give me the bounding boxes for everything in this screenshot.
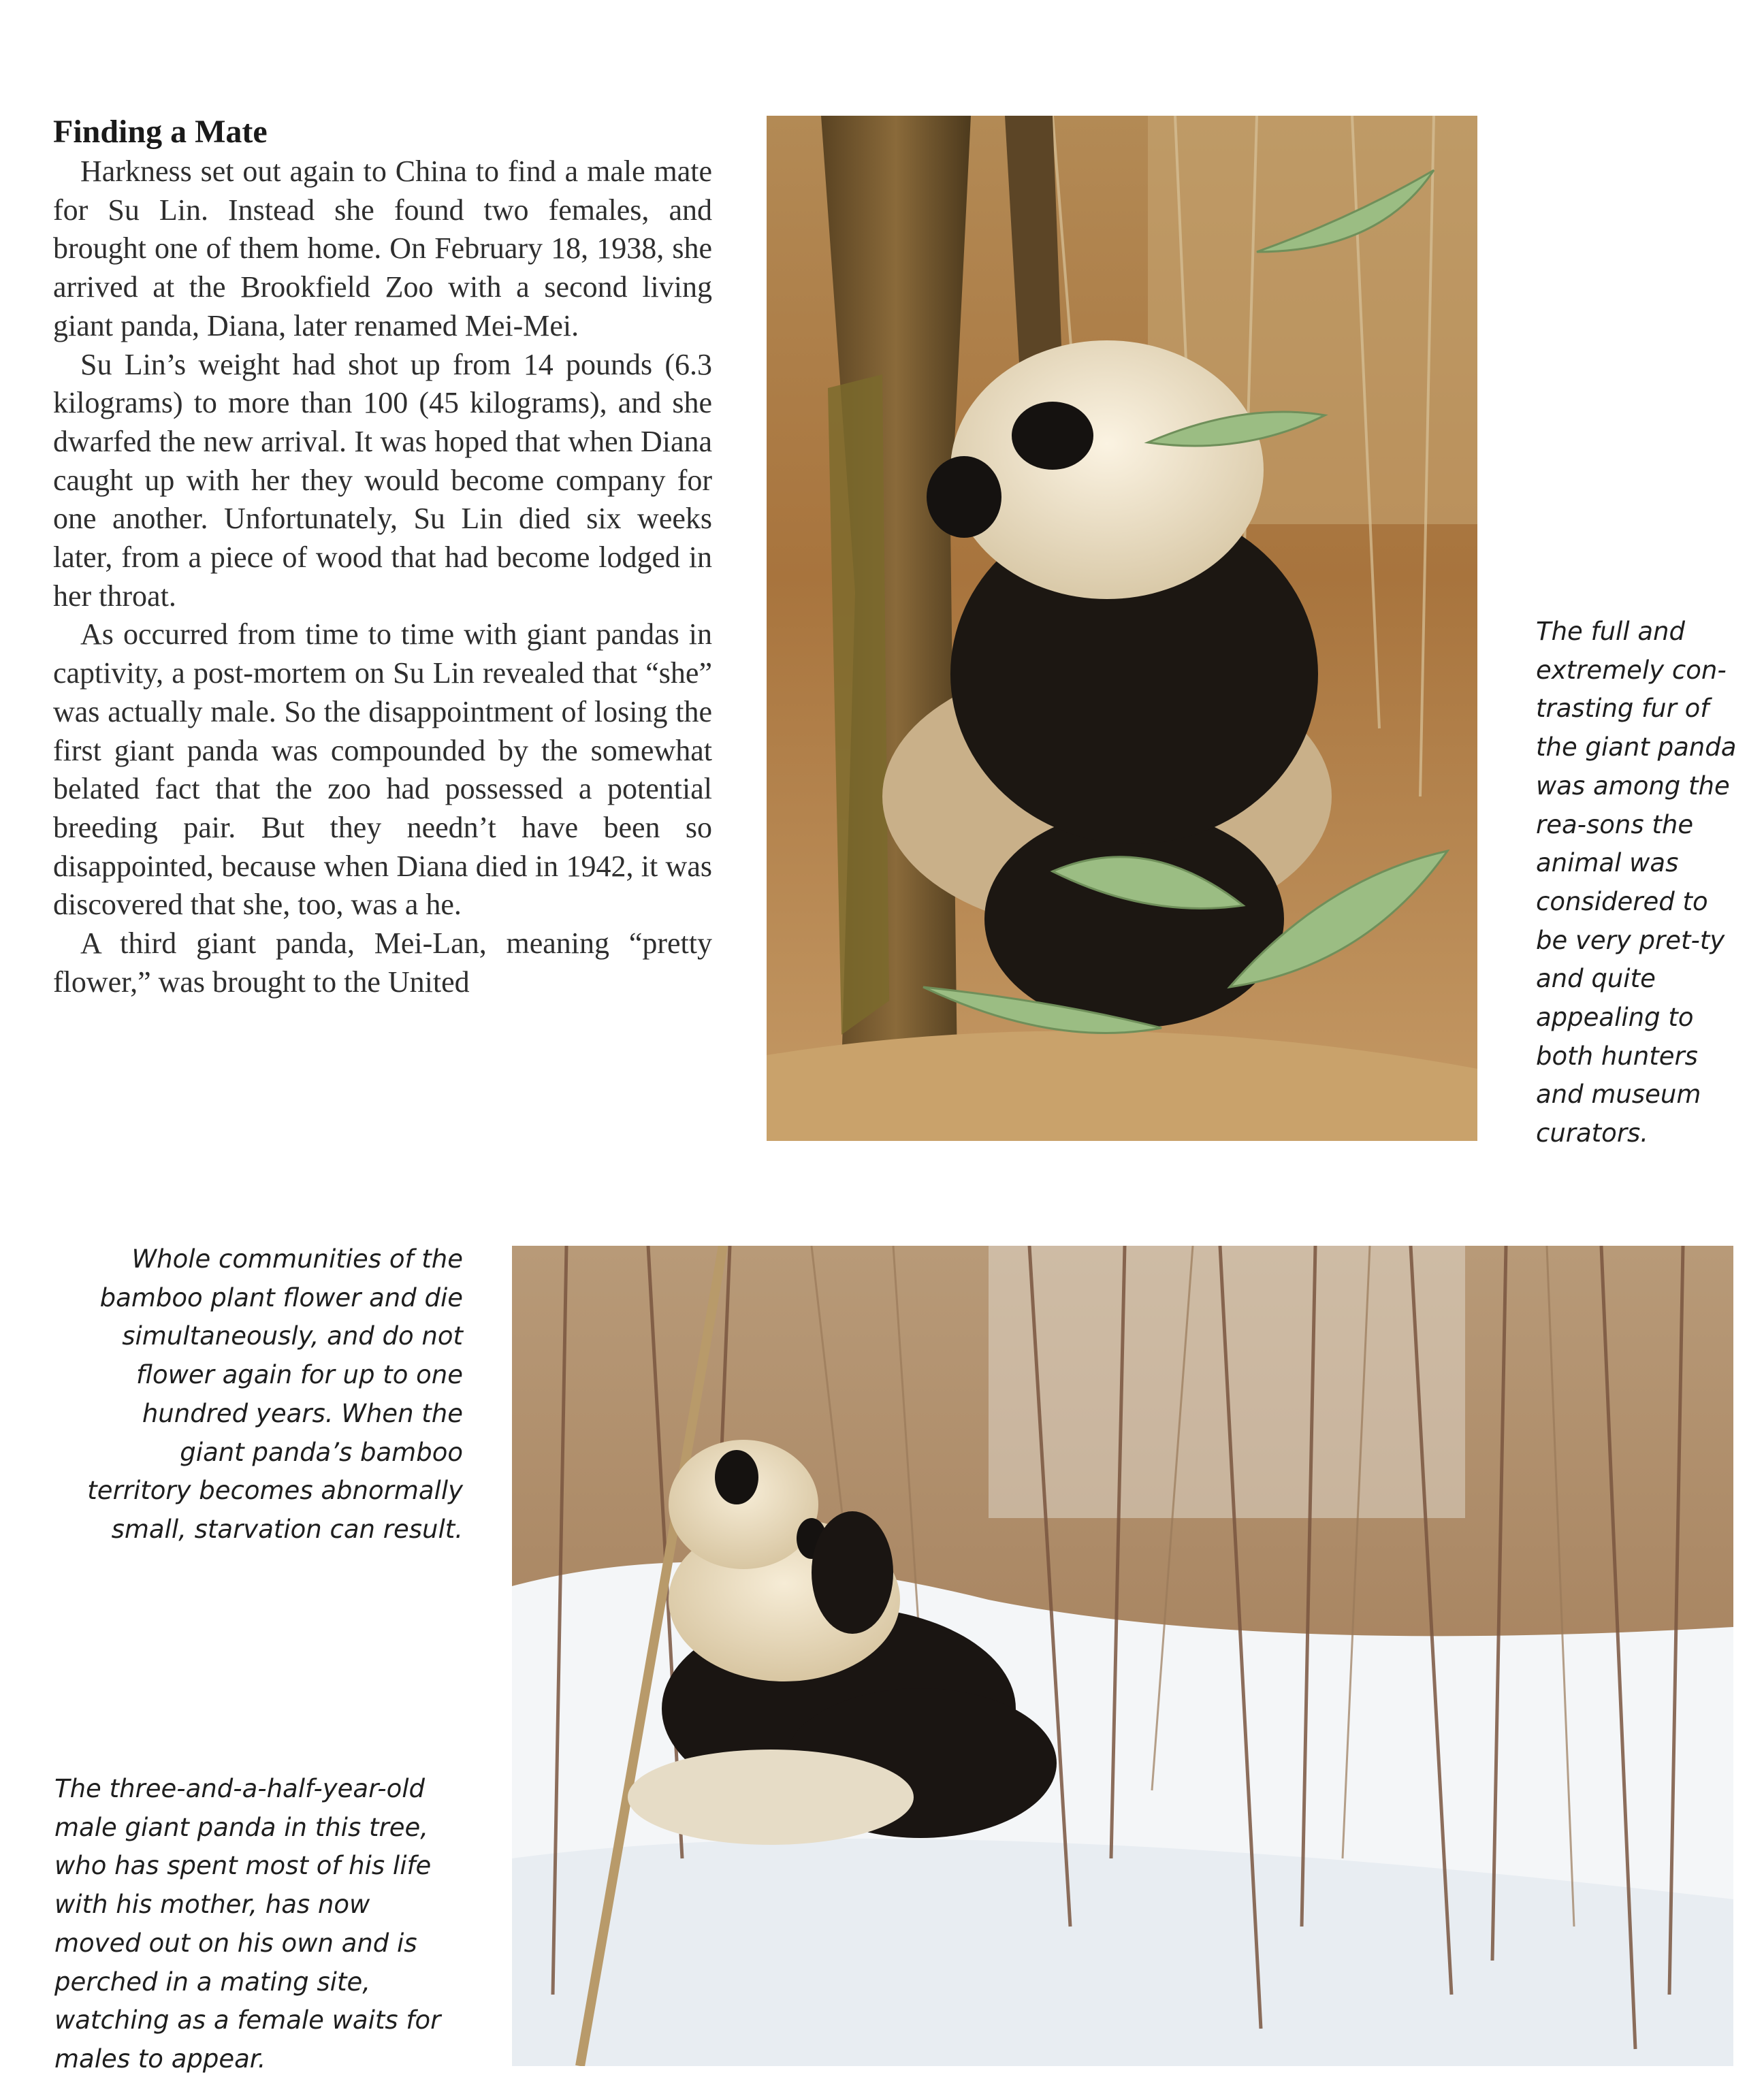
article-body bbox=[53, 152, 712, 1001]
article-paragraph: A third giant panda, Mei-Lan, meaning “pretty flower,” was brought to the United bbox=[53, 926, 712, 999]
photo-caption-tree: The three-and-a-half-year-old male giant panda in this tree, who has spent most of his life with his mother, has now moved out on his own and is perched in a mating site, watching as a female waits for males to appear. bbox=[54, 1774, 441, 2074]
panda-snow-photo bbox=[512, 1246, 1733, 2066]
article-paragraph: Su Lin’s weight had shot up from 14 pounds (6.3 kilograms) to more than 100 (45 kilograms), and she dwarfed the new arrival. It was hoped that when Diana caught up with her they would become company for one another. Unfortunately, Su Lin died six weeks later, from a piece of wood that had become lodged in her throat. bbox=[53, 347, 712, 613]
photo-caption-fur: The full and extremely con-trasting fur of the giant panda was among the rea-sons the animal was considered to be very pret-ty and quite appealing to both hunters and museum curators. bbox=[1536, 617, 1737, 1148]
article-paragraph: Harkness set out again to China to find a male mate for Su Lin. Instead she found two females, and brought one of them home. On February 18, 1938, she arrived at the Brookfield Zoo with a second living giant panda, Diana, later renamed Mei-Mei. bbox=[53, 155, 712, 342]
article-paragraph: As occurred from time to time with giant pandas in captivity, a post-mortem on Su Lin revealed that “she” was actually male. So the disappointment of losing the first giant panda was compounded by the somewhat belated fact that the zoo had possessed a potential breeding pair. But they needn’t have been so disappointed, because when Diana died in 1942, it was discovered that she, too, was a he. bbox=[53, 617, 712, 922]
photo-caption-bamboo: Whole communities of the bamboo plant flower and die simultaneously, and do not flower again for up to one hundred years. When the giant panda’s bamboo territory becomes abnormally small, starvation can result. bbox=[87, 1244, 463, 1544]
section-heading: Finding a Mate bbox=[53, 114, 268, 150]
panda-tree-photo bbox=[767, 116, 1477, 1141]
